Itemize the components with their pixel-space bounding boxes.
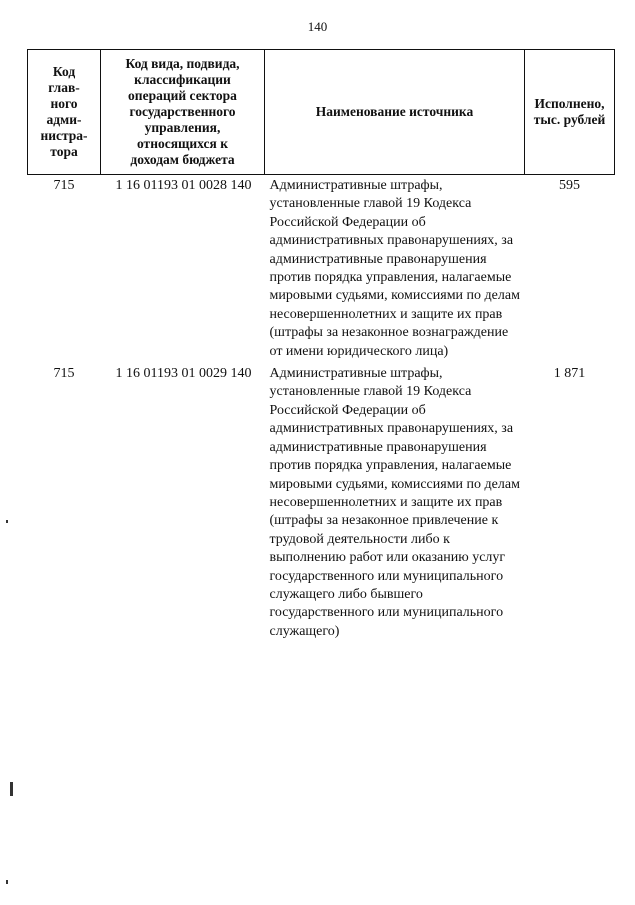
revenue-table — [27, 49, 615, 643]
header-amount: Исполнено, тыс. рублей — [525, 50, 615, 175]
admin-code-cell: 715 — [53, 366, 75, 382]
scan-artifact — [10, 782, 13, 796]
scan-artifact — [6, 880, 8, 884]
table-row — [28, 175, 615, 364]
amount-cell: 595 — [559, 178, 580, 193]
source-name-cell: Административные штрафы, установленные главой 19 Кодекса Российской Федерации об административных правонарушениях, за административные правонарушения против порядка управления, налагаемые мировыми судьями, комиссиями по делам несовершеннолетних и защите их прав (штрафы за незаконное привлечение к трудовой деятельности либо к выполнению работ или оказанию услуг государственного или муниципального служащего либо бывшего государственного или муниципального служащего) — [269, 366, 520, 639]
table-header-row — [28, 50, 615, 175]
header-admin-code: Код глав- ного адми- нистра- тора — [28, 50, 101, 175]
amount-cell: 1 871 — [553, 366, 586, 382]
kbk-cell: 1 16 01193 01 0029 140 — [115, 366, 252, 382]
header-source-name: Наименование источника — [265, 50, 525, 175]
kbk-cell: 1 16 01193 01 0028 140 — [115, 178, 252, 193]
table-row — [28, 363, 615, 643]
header-kbk: Код вида, подвида, классификации операций сектора государственного управления, относящихся к доходам бюджета — [101, 50, 265, 175]
source-name-cell: Административные штрафы, установленные главой 19 Кодекса Российской Федерации об административных правонарушениях, за административные правонарушения против порядка управления, налагаемые мировыми судьями, комиссиями по делам несовершеннолетних и защите их прав (штрафы за незаконное вознаграждение от имени юридического лица) — [269, 178, 520, 359]
admin-code-cell: 715 — [53, 178, 75, 193]
scan-artifact — [6, 520, 8, 523]
page-number: 140 — [307, 19, 328, 34]
